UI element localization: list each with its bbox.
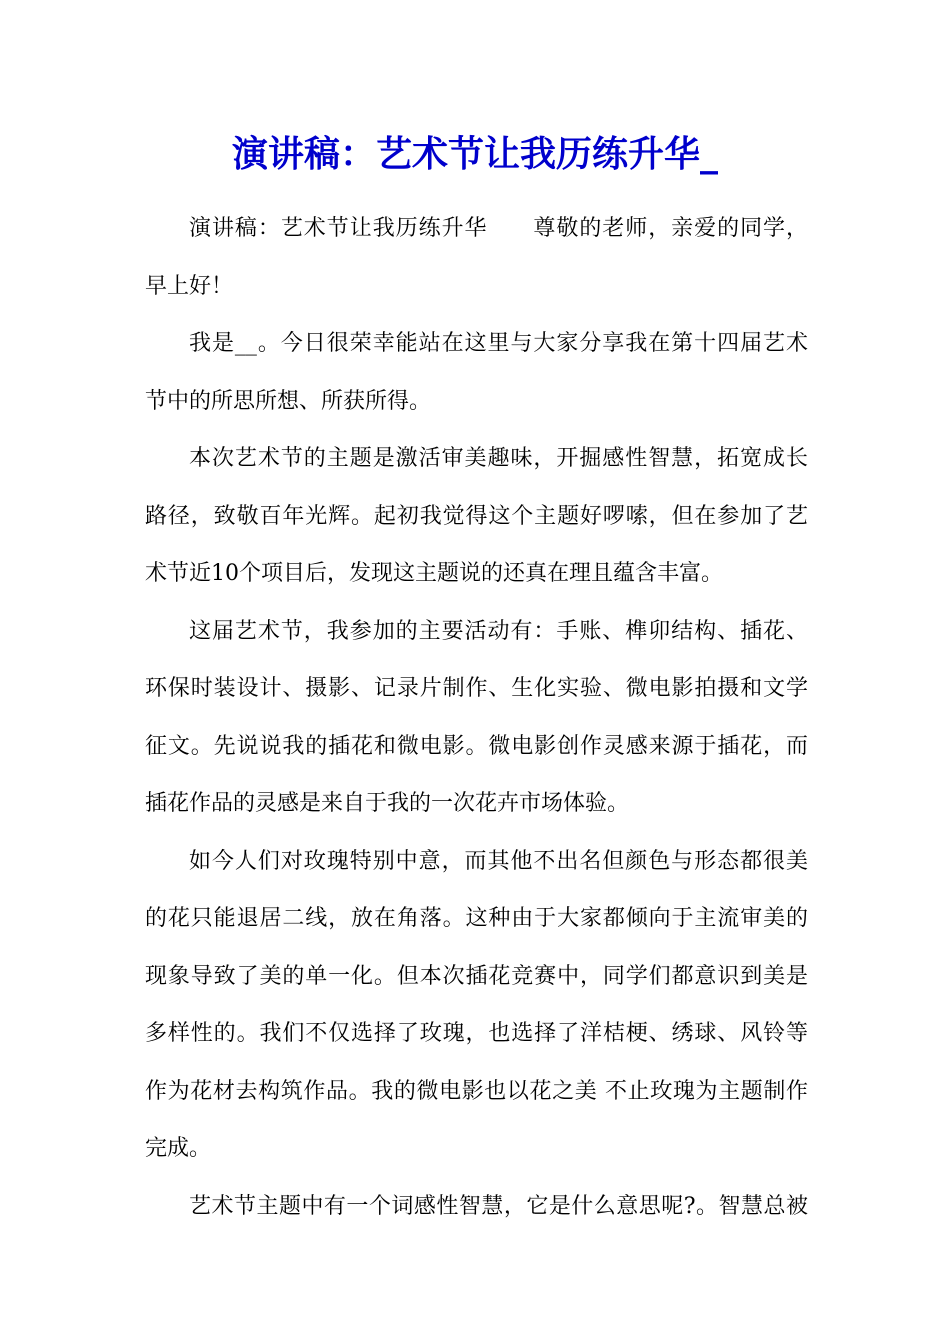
text-line: 完成。 — [145, 1136, 212, 1161]
text-line: 多样性的。我们不仅选择了玫瑰，也选择了洋桔梗、绣球、风铃等 — [145, 1021, 808, 1046]
paragraph — [145, 833, 808, 1178]
text-line: 征文。先说说我的插花和微电影。微电影创作灵感来源于插花，而 — [145, 733, 808, 759]
text-line: 环保时装设计、摄影、记录片制作、生化实验、微电影拍摄和文学 — [145, 676, 808, 701]
text-line: 艺术节主题中有一个词感性智慧，它是什么意思呢?。智慧总被 — [189, 1193, 808, 1219]
text-line: 路径，致敬百年光辉。起初我觉得这个主题好啰嗦，但在参加了艺 — [145, 503, 808, 529]
text-line: 现象导致了美的单一化。但本次插花竞赛中，同学们都意识到美是 — [145, 963, 808, 989]
paragraph — [145, 200, 808, 315]
text-line: 这届艺术节，我参加的主要活动有：手账、榫卯结构、插花、 — [189, 618, 808, 644]
text-line: 如今人们对玫瑰特别中意，而其他不出名但颜色与形态都很美 — [189, 848, 808, 874]
paragraph — [145, 430, 808, 603]
paragraph — [145, 315, 808, 430]
text-line: 演讲稿：艺术节让我历练升华 尊敬的老师，亲爱的同学， — [189, 216, 808, 241]
paragraph — [145, 1178, 808, 1236]
text-line: 作为花材去构筑作品。我的微电影也以花之美 不止玫瑰为主题制作 — [145, 1078, 808, 1104]
document-title: 演讲稿：艺术节让我历练升华_ — [231, 133, 718, 175]
document-body — [145, 200, 808, 1235]
text-line: 的花只能退居二线，放在角落。这种由于大家都倾向于主流审美的 — [145, 906, 808, 931]
text-line: 节中的所思所想、所获所得。 — [145, 388, 432, 414]
text-line: 早上好！ — [145, 273, 234, 299]
paragraph — [145, 603, 808, 833]
text-line: 我是__。今日很荣幸能站在这里与大家分享我在第十四届艺术 — [189, 331, 808, 356]
text-line: 插花作品的灵感是来自于我的一次花卉市场体验。 — [145, 791, 630, 816]
text-line: 术节近10个项目后，发现这主题说的还真在理且蕴含丰富。 — [145, 561, 723, 586]
text-line: 本次艺术节的主题是激活审美趣味，开掘感性智慧，拓宽成长 — [189, 446, 808, 471]
